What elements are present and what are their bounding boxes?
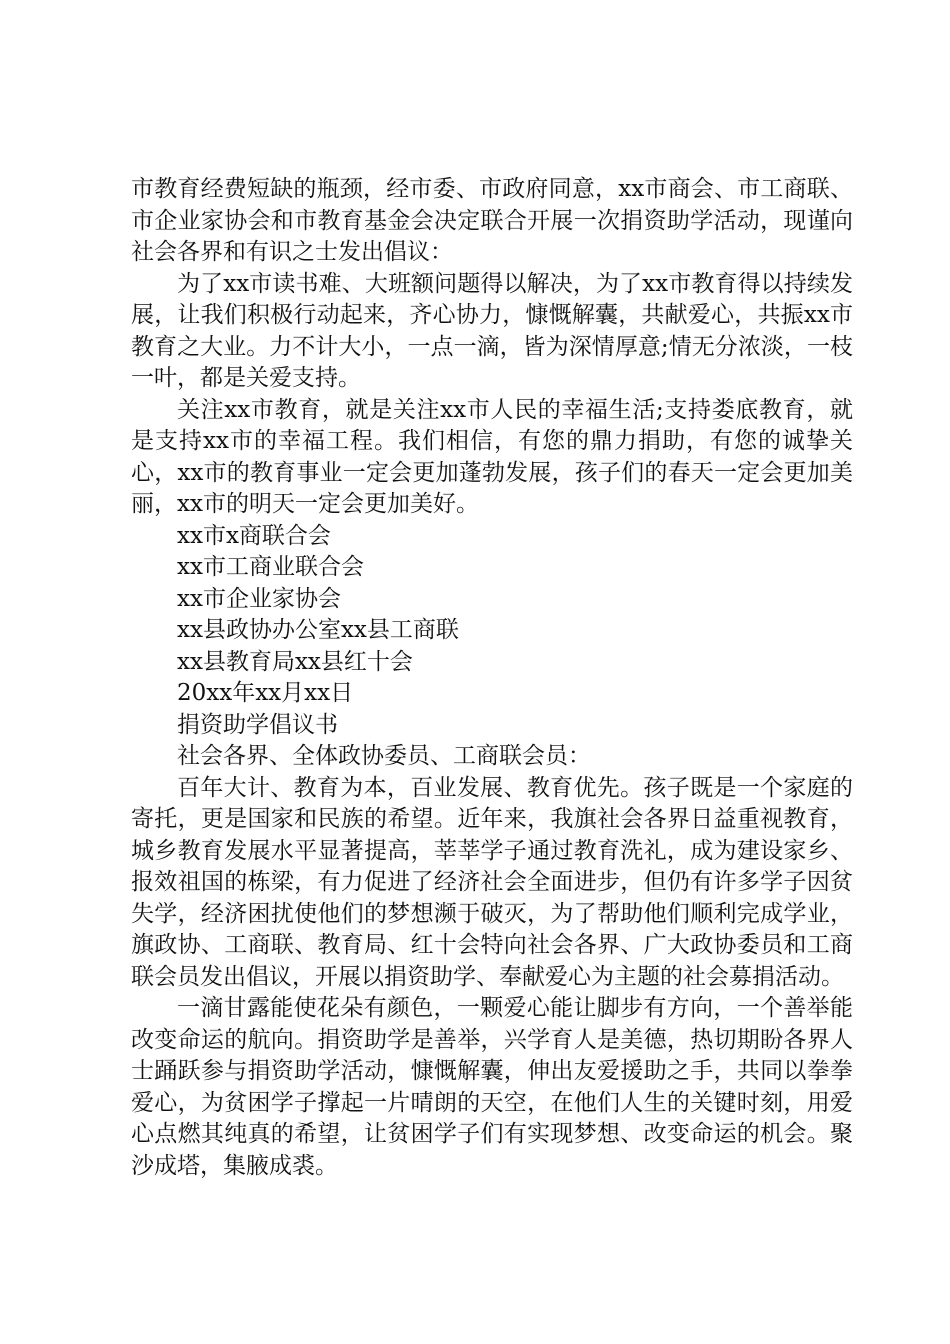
paragraph-drop-of-dew: 一滴甘露能使花朵有颜色，一颗爱心能让脚步有方向，一个善举能改变命运的航向。捐资助学是善举，兴学育人是美德，热切期盼各界人士踊跃参与捐资助学活动，慷慨解囊，伸出友爱援助之手，共同以拳拳爱心，为贫困学子撑起一片晴朗的天空，在他们人生的关键时刻，用爱心点燃其纯真的希望，让贫困学子们有实现梦想、改变命运的机会。聚沙成塔，集腋成裘。 [131,995,853,1179]
signature-org-2: xx市工商业联合会 [177,554,364,580]
paragraph-intro: 市教育经费短缺的瓶颈，经市委、市政府同意，xx市商会、市工商联、市企业家协会和市教育基金会决定联合开展一次捐资助学活动，现谨向社会各界和有识之士发出倡议： [131,176,853,265]
document-body [131,174,853,1182]
signature-org-5: xx县教育局xx县红十会 [177,648,413,675]
signature-org-4: xx县政协办公室xx县工商联 [177,617,459,643]
paragraph-concern-education: 关注xx市教育，就是关注xx市人民的幸福生活;支持娄底教育，就是支持xx市的幸福工程。我们相信，有您的鼎力捐助，有您的诚挚关心，xx市的教育事业一定会更加蓬勃发展，孩子们的春天一定会更加美丽，xx市的明天一定会更加美好。 [131,396,853,517]
paragraph-call-to-action: 为了xx市读书难、大班额问题得以解决，为了xx市教育得以持续发展，让我们积极行动起来，齐心协力，慷慨解囊，共献爱心，共振xx市教育之大业。力不计大小，一点一滴，皆为深情厚意;情无分浓淡，一枝一叶，都是关爱支持。 [131,270,853,391]
signature-date: 20xx年xx月xx日 [177,680,354,706]
section-title: 捐资助学倡议书 [177,711,338,738]
salutation: 社会各界、全体政协委员、工商联会员： [177,743,591,769]
signature-org-3: xx市企业家协会 [177,585,341,612]
paragraph-education-foundation: 百年大计、教育为本，百业发展、教育优先。孩子既是一个家庭的寄托，更是国家和民族的希望。近年来，我旗社会各界日益重视教育，城乡教育发展水平显著提高，莘莘学子通过教育洗礼，成为建设家乡、报效祖国的栋梁，有力促进了经济社会全面进步，但仍有许多学子因贫失学，经济困扰使他们的梦想濒于破灭，为了帮助他们顺利完成学业，旗政协、工商联、教育局、红十会特向社会各界、广大政协委员和工商联会员发出倡议，开展以捐资助学、奉献爱心为主题的社会募捐活动。 [131,774,853,990]
signature-org-1: xx市x商联合会 [177,522,331,549]
